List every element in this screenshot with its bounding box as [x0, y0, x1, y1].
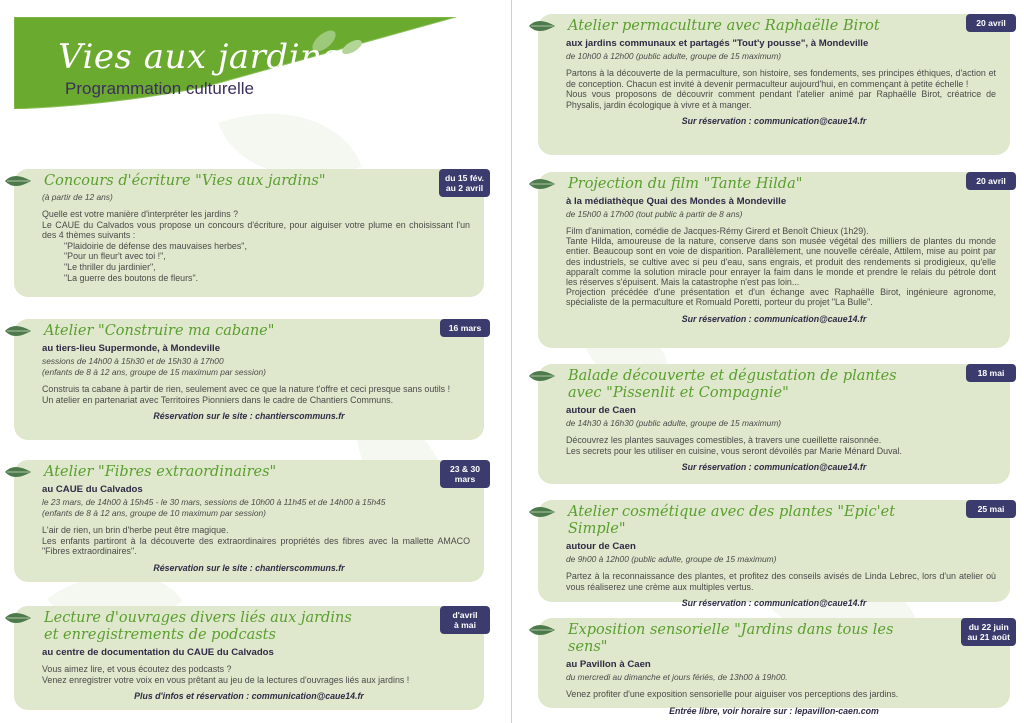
reservation-info: Réservation sur le site : chantierscommuns.fr	[153, 562, 345, 573]
leaf-icon	[528, 176, 556, 192]
event-schedule: du mercredi au dimanche et jours fériés, de 13h00 à 19h00.	[566, 672, 788, 682]
date-badge: du 22 juin au 21 août	[961, 618, 1016, 646]
description-line: Découvrez les plantes sauvages comestibles, à travers une cueillette raisonnée.	[566, 435, 882, 445]
event-description	[552, 689, 996, 700]
event-title: Concours d'écriture "Vies aux jardins"	[44, 173, 326, 189]
page-title: Vies aux jardins	[58, 37, 341, 77]
description-line: "Plaidoirie de défense des mauvaises herbes",	[64, 240, 247, 251]
right-event-card-2	[538, 172, 1010, 348]
event-schedule: (à partir de 12 ans)	[42, 192, 113, 202]
date-badge: d'avril à mai	[440, 606, 490, 634]
leaf-icon	[4, 610, 32, 626]
event-schedule: de 9h00 à 12h00 (public adulte, groupe de 15 maximum)	[566, 554, 777, 564]
date-badge: 20 avril	[966, 14, 1016, 32]
event-schedule: de 15h00 à 17h00 (tout public à partir de 8 ans)	[566, 209, 743, 219]
description-line: "Pour un fleur't avec toi !",	[64, 251, 166, 262]
event-description	[28, 209, 470, 283]
description-line: Les enfants partiront à la découverte des extraordinaires propriétés des fibres avec la mallette AMACO "Fibres extraordinaires".	[42, 535, 470, 557]
description-line: "La guerre des boutons de fleurs".	[64, 272, 199, 283]
event-schedule: de 14h30 à 16h30 (public adulte, groupe de 15 maximum)	[566, 418, 782, 428]
leaf-icon	[528, 504, 556, 520]
event-title: Projection du film "Tante Hilda"	[568, 176, 803, 192]
right-page	[513, 0, 1024, 723]
description-line: Vous aimez lire, et vous écoutez des podcasts ?	[42, 664, 232, 674]
reservation-info: Réservation sur le site : chantierscommuns.fr	[153, 411, 345, 422]
page-subtitle: Programmation culturelle	[65, 79, 254, 98]
leaf-icon	[4, 323, 32, 339]
event-description	[28, 384, 470, 405]
event-title: Atelier permaculture avec Raphaëlle Birot	[568, 18, 880, 34]
event-location: au tiers-lieu Supermonde, à Mondeville	[42, 343, 221, 354]
description-line: Venez profiter d'une exposition sensorielle pour aiguiser vos perceptions des jardins.	[566, 689, 899, 699]
leaf-icon	[4, 173, 32, 189]
description-line: Partons à la découverte de la permaculture, son histoire, ses fondements, ses principes éthiques, d'action et de conception. Chacun est invité à devenir permaculteur aujourd'hui, en commençant à petite échelle !	[566, 68, 996, 89]
description-line: "Le thriller du jardinier",	[64, 261, 156, 272]
event-title: Atelier "Construire ma cabane"	[44, 323, 275, 339]
leaf-icon	[528, 18, 556, 34]
leaf-icon	[528, 368, 556, 384]
date-badge: 23 & 30 mars	[440, 460, 490, 488]
description-line: Tante Hilda, amoureuse de la nature, conserve dans son musée végétal des milliers de plantes du monde entier. Beaucoup sont en voie de disparition. Parallèlement, une nouvelle céréale, Attilem, mise au point par des industriels, se cultive avec si peu d'eau, sans engrais, et produit des rendements si prodigieux, qu'elle apparaît comme la solution miracle pour enrayer la faim dans le monde et prendre le relais du pétrole dont les réserves s'épuisent. Mais la catastrophe n'est pas loin...	[566, 236, 996, 288]
reservation-info: Sur réservation : communication@caue14.fr	[681, 116, 867, 127]
description-line: Un atelier en partenariat avec Territoires Pionniers dans le cadre de Chantiers Communs.	[42, 394, 394, 405]
reservation-info: Plus d'infos et réservation : communication@caue14.fr	[134, 691, 364, 702]
event-location: aux jardins communaux et partagés "Tout'y pousse", à Mondeville	[566, 38, 869, 49]
date-badge: 16 mars	[440, 319, 490, 337]
leaf-icon	[4, 464, 32, 480]
event-location: au Pavillon à Caen	[566, 659, 651, 670]
event-location: au CAUE du Calvados	[42, 484, 143, 495]
right-event-card-4	[538, 500, 1010, 609]
right-event-card-3	[538, 364, 1010, 484]
date-badge: 25 mai	[966, 500, 1016, 518]
description-line: Quelle est votre manière d'interpréter les jardins ?	[42, 209, 239, 219]
description-line: L'air de rien, un brin d'herbe peut être magique.	[42, 525, 229, 535]
event-title: Balade découverte et dégustation de plantes avec "Pissenlit et Compagnie"	[568, 368, 897, 401]
event-description	[552, 68, 996, 110]
event-title: Atelier "Fibres extraordinaires"	[44, 464, 277, 480]
event-location: autour de Caen	[566, 541, 636, 552]
header-banner	[14, 17, 456, 109]
description-line: Nous vous proposons de découvrir comment pendant l'atelier animé par Raphaëlle Birot, créatrice de Physalis, jardin écologique à vivre et à manger.	[566, 89, 996, 110]
date-badge: du 15 fév. au 2 avril	[439, 169, 490, 197]
description-line: Partez à la reconnaissance des plantes, et profitez des conseils avisés de Linda Lebrec, lors d'un atelier où vous réaliserez une crème aux multiples vertus.	[566, 571, 996, 592]
event-location: autour de Caen	[566, 405, 636, 416]
right-event-card-1	[538, 14, 1010, 155]
event-schedule: de 10h00 à 12h00 (public adulte, groupe de 15 maximum)	[566, 51, 782, 61]
left-page	[0, 0, 511, 723]
event-description	[552, 435, 996, 456]
event-schedule: sessions de 14h00 à 15h30 et de 15h30 à 17h00 (enfants de 8 à 12 ans, groupe de 15 maximum par session)	[42, 356, 266, 377]
description-line: Projection précédée d'une présentation et d'un échange avec Raphaëlle Birot, ingénieure agronome, spécialiste de la permaculture et Romuald Poretti, porteur du projet "La Bulle".	[566, 287, 996, 308]
event-location: au centre de documentation du CAUE du Calvados	[42, 647, 274, 658]
event-description	[552, 226, 996, 308]
reservation-info: Sur réservation : communication@caue14.fr	[681, 598, 867, 609]
event-description	[28, 664, 470, 685]
left-event-card-4	[14, 606, 484, 710]
event-description	[552, 571, 996, 592]
right-event-card-5	[538, 618, 1010, 716]
description-line: Construis ta cabane à partir de rien, seulement avec ce que la nature t'offre et ceci presque sans outils !	[42, 384, 451, 394]
event-title: Lecture d'ouvrages divers liés aux jardins et enregistrements de podcasts	[44, 610, 352, 643]
leaf-icon	[528, 622, 556, 638]
left-event-card-1	[14, 169, 484, 297]
date-badge: 20 avril	[966, 172, 1016, 190]
left-event-card-3	[14, 460, 484, 582]
description-line: Le CAUE du Calvados vous propose un concours d'écriture, pour aiguiser votre plume en choisissant l'un des 4 thèmes suivants :	[42, 219, 470, 241]
description-line: Venez enregistrer votre voix en vous prêtant au jeu de la lectures d'ouvrages liés aux jardins !	[42, 674, 410, 685]
page-fold	[511, 0, 512, 723]
reservation-info: Entrée libre, voir horaire sur : lepavillon-caen.com	[669, 705, 879, 716]
event-description	[28, 525, 470, 557]
description-line: Les secrets pour les utiliser en cuisine, vous seront dévoilés par Marie Ménard Duval.	[566, 445, 902, 456]
event-schedule: le 23 mars, de 14h00 à 15h45 - le 30 mars, sessions de 10h00 à 11h45 et de 14h00 à 15h45 (enfants de 8 à 12 ans, groupe de 10 maximum par session)	[42, 497, 386, 518]
left-event-card-2	[14, 319, 484, 440]
date-badge: 18 mai	[966, 364, 1016, 382]
event-title: Exposition sensorielle "Jardins dans tous les sens"	[568, 622, 894, 655]
event-title: Atelier cosmétique avec des plantes "Epic'et Simple"	[568, 504, 896, 537]
description-line: Film d'animation, comédie de Jacques-Rémy Girerd et Benoît Chieux (1h29).	[566, 226, 869, 236]
reservation-info: Sur réservation : communication@caue14.fr	[681, 313, 867, 324]
event-location: à la médiathèque Quai des Mondes à Mondeville	[566, 196, 787, 207]
reservation-info: Sur réservation : communication@caue14.fr	[681, 462, 867, 473]
